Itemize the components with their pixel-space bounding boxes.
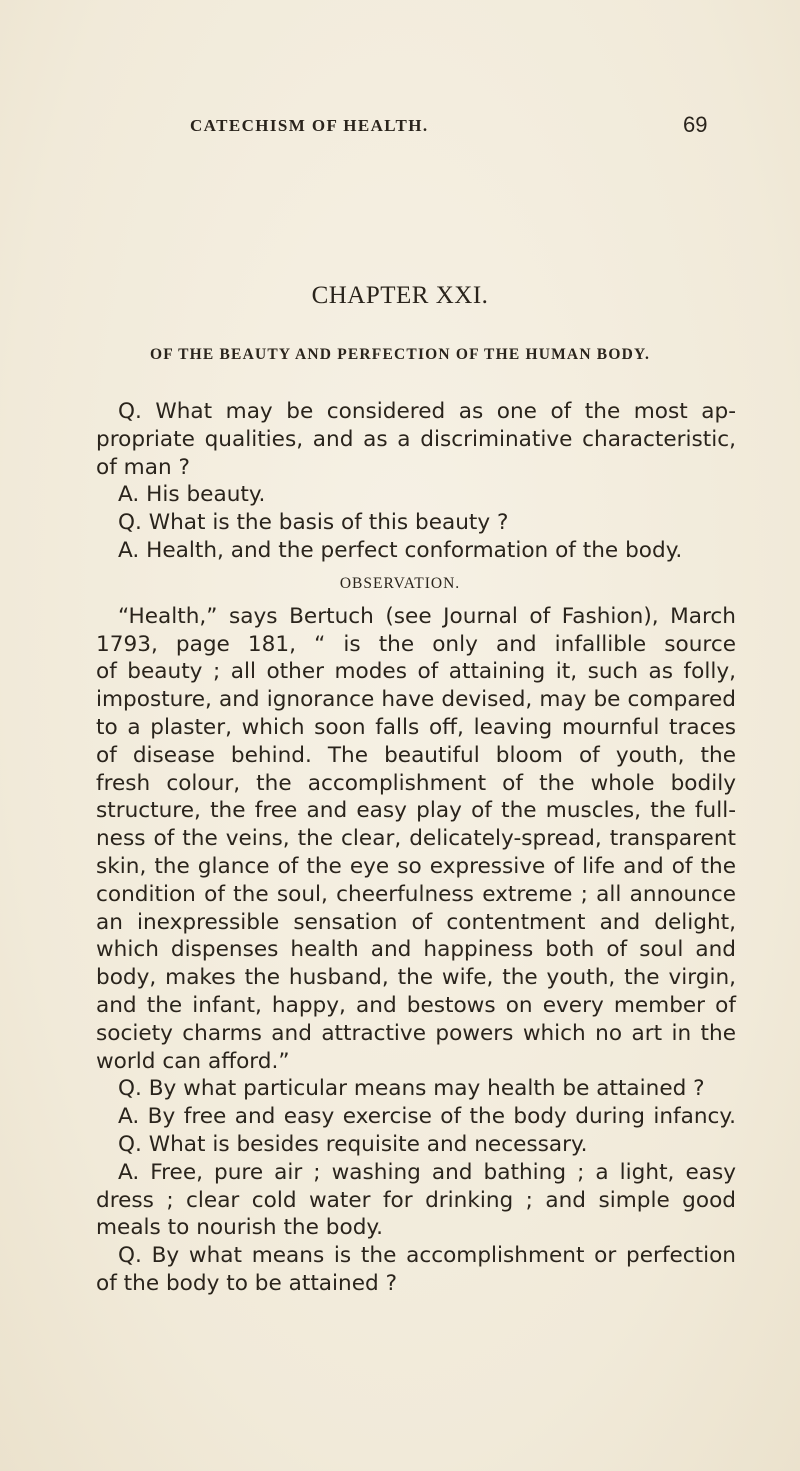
body-text bbox=[96, 398, 736, 1298]
text-line: of disease behind. The beautiful bloom of youth, the bbox=[96, 742, 736, 768]
text-line: of beauty ; all other modes of attaining it, such as folly, bbox=[96, 659, 736, 685]
text-line: body, makes the husband, the wife, the youth, the virgin, bbox=[96, 965, 736, 991]
text-line: skin, the glance of the eye so expressive of life and of the bbox=[96, 853, 736, 879]
text-line: Q. What is besides requisite and necessary. bbox=[118, 1131, 588, 1157]
text-line: an inexpressible sensation of contentment and delight, bbox=[96, 909, 736, 935]
page-number: 69 bbox=[683, 112, 708, 137]
text-line: of the body to be attained ? bbox=[96, 1270, 398, 1296]
running-head bbox=[0, 112, 800, 142]
text-line: to a plaster, which soon falls off, leaving mournful traces bbox=[96, 714, 736, 740]
text-line: Q. By what particular means may health be attained ? bbox=[118, 1076, 705, 1102]
text-line: condition of the soul, cheerfulness extreme ; all announce bbox=[96, 881, 736, 907]
chapter-title: CHAPTER XXI. bbox=[311, 282, 489, 309]
text-line: propriate qualities, and as a discriminative characteristic, bbox=[96, 426, 736, 452]
text-line: Q. What is the basis of this beauty ? bbox=[118, 510, 509, 536]
text-line: imposture, and ignorance have devised, may be compared bbox=[96, 687, 736, 713]
text-line: 1793, page 181, “ is the only and infallible source bbox=[96, 631, 736, 657]
text-line: structure, the free and easy play of the muscles, the full- bbox=[96, 798, 736, 824]
text-line: of man ? bbox=[96, 454, 190, 480]
text-line: and the infant, happy, and bestows on every member of bbox=[96, 992, 736, 1018]
text-line: A. Free, pure air ; washing and bathing ; a light, easy bbox=[118, 1159, 736, 1185]
observation-heading: OBSERVATION. bbox=[339, 574, 461, 592]
text-line: Q. By what means is the accomplishment or perfection bbox=[118, 1243, 736, 1269]
text-line: world can afford.” bbox=[96, 1048, 290, 1074]
text-line: dress ; clear cold water for drinking ; and simple good bbox=[96, 1187, 736, 1213]
text-line: ness of the veins, the clear, delicately-spread, transparent bbox=[96, 826, 736, 852]
text-line: A. His beauty. bbox=[118, 482, 266, 508]
text-line: A. Health, and the perfect conformation of the body. bbox=[118, 537, 683, 563]
text-line: Q. What may be considered as one of the most ap- bbox=[118, 399, 736, 424]
text-line: “Health,” says Bertuch (see Journal of Fashion), March bbox=[118, 603, 736, 629]
text-line: which dispenses health and happiness both of soul and bbox=[96, 937, 736, 963]
text-line: meals to nourish the body. bbox=[96, 1215, 383, 1241]
chapter-subtitle: OF THE BEAUTY AND PERFECTION OF THE HUMAN BODY. bbox=[149, 346, 651, 363]
text-line: A. By free and easy exercise of the body during infancy. bbox=[118, 1104, 736, 1130]
running-title: CATECHISM OF HEALTH. bbox=[190, 116, 429, 135]
text-line: society charms and attractive powers which no art in the bbox=[96, 1020, 736, 1046]
text-line: fresh colour, the accomplishment of the whole bodily bbox=[96, 770, 736, 796]
